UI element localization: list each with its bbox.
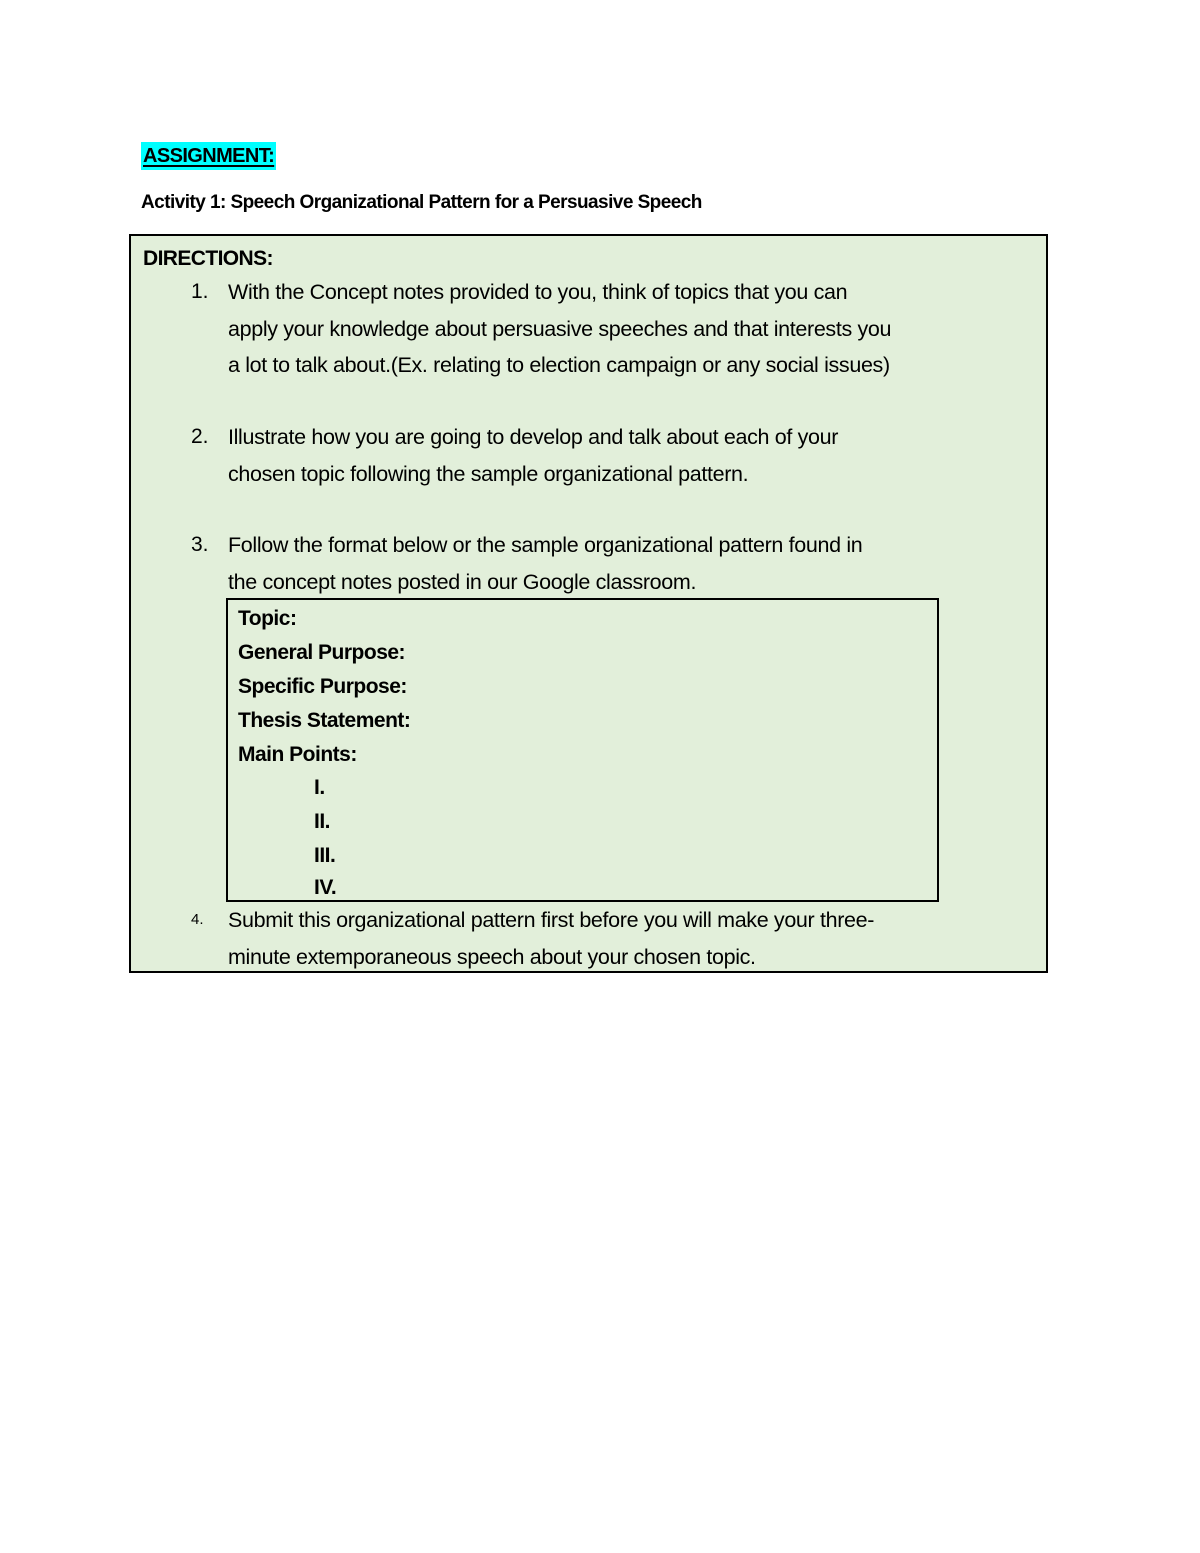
text-line: chosen topic following the sample organizational pattern. [228,461,749,486]
direction-text-2 [228,419,1033,492]
format-main-point-1: I. [314,776,325,799]
direction-number-2: 2. [191,425,209,448]
text-line: Submit this organizational pattern first before you will make your three- [228,908,875,932]
text-line: Illustrate how you are going to develop and talk about each of your [228,425,839,449]
format-main-point-4: IV. [314,876,337,899]
text-line: apply your knowledge about persuasive speeches and that interests you [228,316,892,341]
format-thesis-statement: Thesis Statement: [238,709,411,732]
direction-text-4 [228,902,1033,975]
text-line: minute extemporaneous speech about your chosen topic. [228,944,756,969]
direction-text-1 [228,274,1033,384]
direction-number-3: 3. [191,533,209,556]
text-line: the concept notes posted in our Google classroom. [228,569,697,594]
direction-number-4: 4. [191,911,204,928]
format-main-point-2: II. [314,810,331,833]
text-line: Follow the format below or the sample organizational pattern found in [228,533,863,557]
direction-number-1: 1. [191,280,209,303]
activity-title: Activity 1: Speech Organizational Pattern for a Persuasive Speech [141,192,702,213]
assignment-heading: ASSIGNMENT: [141,142,276,170]
directions-box [129,234,1048,973]
format-general-purpose: General Purpose: [238,641,406,664]
format-specific-purpose: Specific Purpose: [238,675,407,698]
text-line: a lot to talk about.(Ex. relating to election campaign or any social issues) [228,353,890,377]
direction-text-3 [228,527,1033,600]
format-main-point-3: III. [314,844,336,867]
text-line: With the Concept notes provided to you, think of topics that you can [228,280,848,304]
format-box [226,598,939,902]
format-main-points: Main Points: [238,743,357,766]
format-topic: Topic: [238,607,297,630]
directions-title: DIRECTIONS: [143,247,273,270]
